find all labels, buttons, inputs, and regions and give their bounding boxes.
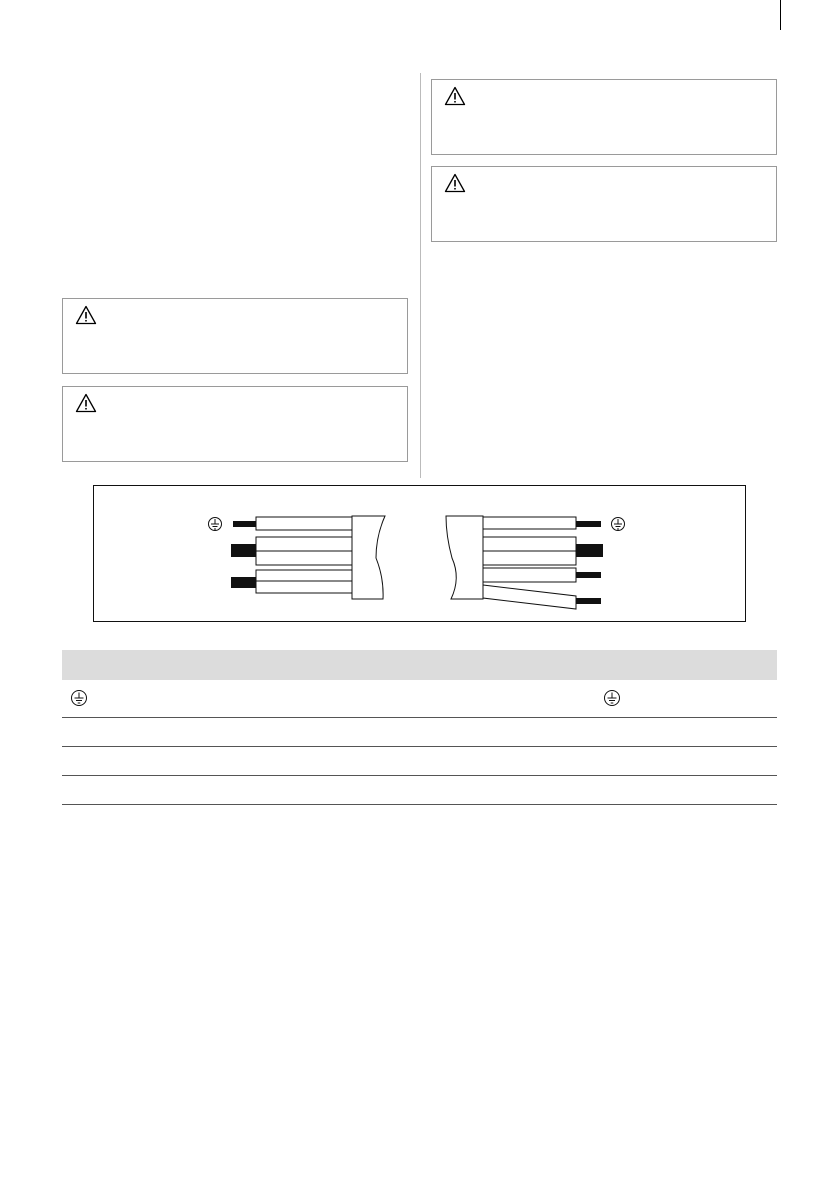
warning-box-left-2 bbox=[62, 386, 408, 462]
left-wire-tip-2 bbox=[231, 544, 256, 557]
right-wire-tip-2 bbox=[576, 544, 603, 557]
warning-triangle-icon bbox=[75, 305, 97, 325]
left-sheath bbox=[352, 516, 385, 599]
warning-triangle-icon bbox=[444, 173, 466, 193]
warning-box-left-1 bbox=[62, 298, 408, 374]
warning-box-right-1 bbox=[431, 79, 777, 155]
crop-mark bbox=[780, 0, 781, 30]
right-wire-tip-1 bbox=[576, 521, 601, 527]
left-wire-tip-3 bbox=[231, 577, 256, 588]
warning-box-right-2 bbox=[431, 166, 777, 242]
left-cable bbox=[209, 516, 386, 599]
left-wire-1 bbox=[256, 517, 352, 530]
ground-symbol-icon bbox=[70, 689, 88, 707]
right-wire-tip-3 bbox=[576, 572, 601, 578]
ground-symbol-icon bbox=[612, 518, 625, 531]
right-wire-tip-4 bbox=[576, 598, 601, 604]
right-wire-3 bbox=[483, 568, 576, 582]
cable-diagram bbox=[94, 486, 745, 621]
right-cable bbox=[446, 516, 625, 609]
table-row bbox=[62, 747, 777, 776]
right-wire-4 bbox=[483, 585, 576, 609]
table-header bbox=[62, 650, 777, 680]
left-wire-tip-1 bbox=[233, 521, 256, 527]
right-sheath bbox=[446, 516, 483, 599]
column-divider bbox=[420, 73, 421, 478]
cable-wiring-figure bbox=[93, 485, 746, 622]
table-row bbox=[62, 776, 777, 805]
table-row bbox=[62, 680, 777, 718]
ground-symbol-icon bbox=[603, 689, 621, 707]
right-wire-1 bbox=[483, 517, 576, 529]
warning-triangle-icon bbox=[444, 86, 466, 106]
ground-symbol-icon bbox=[209, 518, 222, 531]
table-row bbox=[62, 718, 777, 747]
warning-triangle-icon bbox=[75, 393, 97, 413]
